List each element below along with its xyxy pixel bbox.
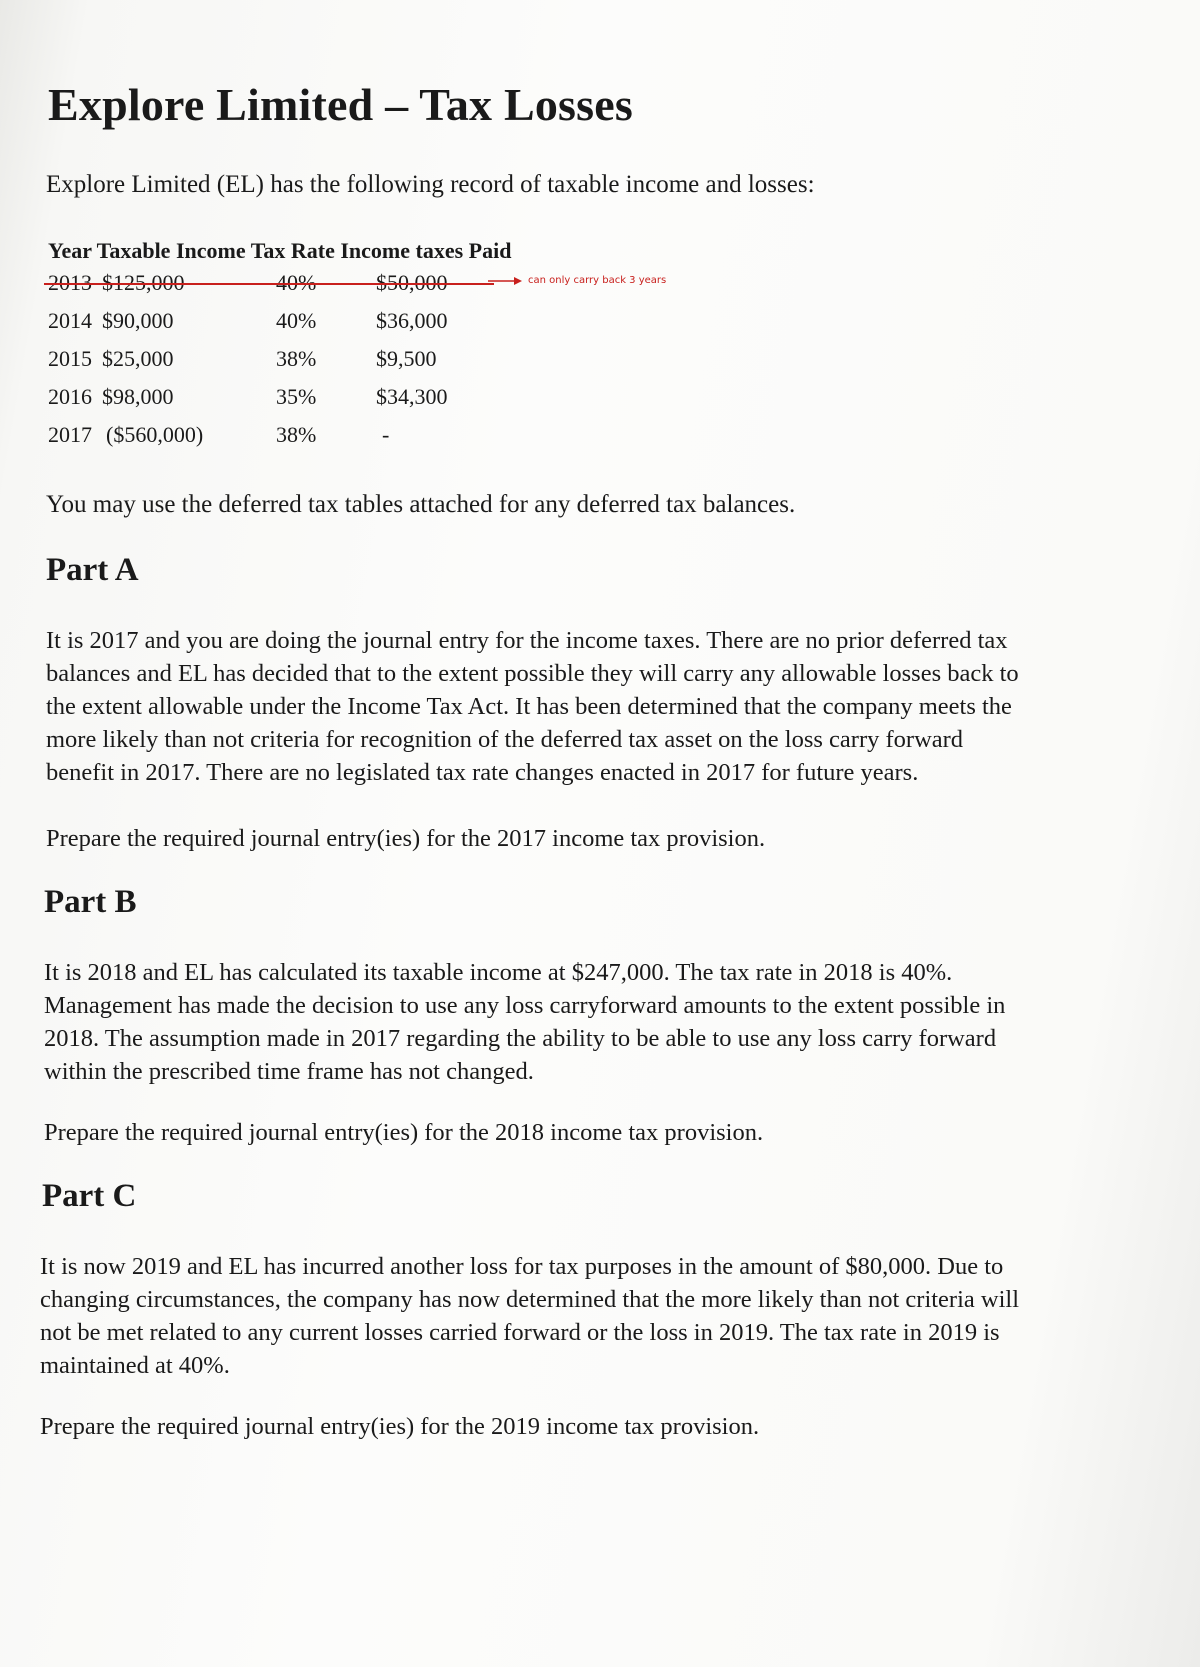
paragraph-line: the extent allowable under the Income Tax Act. It has been determined that the company meets the (46, 693, 1012, 720)
paragraph-line: not be met related to any current losses carried forward or the loss in 2019. The tax rate in 2019 is (40, 1319, 1000, 1346)
part-c-heading: Part C (42, 1178, 137, 1214)
part-a-paragraph (46, 624, 1146, 789)
annotation-text: can only carry back 3 years (528, 275, 667, 286)
table-row-2013-struck (48, 270, 508, 300)
table-row (48, 384, 508, 414)
cell-year: 2013 (48, 270, 92, 295)
intro-text: Explore Limited (EL) has the following record of taxable income and losses: (46, 171, 815, 198)
part-c-paragraph (40, 1250, 1140, 1382)
arrow-right-icon (488, 276, 522, 286)
strikethrough-line (44, 283, 494, 285)
paragraph-line: benefit in 2017. There are no legislated tax rate changes enacted in 2017 for future years. (46, 759, 919, 786)
paragraph-line: It is 2018 and EL has calculated its taxable income at $247,000. The tax rate in 2018 is 40%. (44, 959, 953, 986)
cell-rate: 40% (276, 308, 317, 333)
cell-income: ($560,000) (106, 422, 204, 447)
paragraph-line: Management has made the decision to use any loss carryforward amounts to the extent possible in (44, 992, 1006, 1019)
table-row (48, 346, 508, 376)
cell-income: $25,000 (102, 346, 174, 371)
table-row (48, 308, 508, 338)
cell-paid: $36,000 (376, 308, 448, 333)
document-title: Explore Limited – Tax Losses (48, 79, 633, 130)
paragraph-line: changing circumstances, the company has now determined that the more likely than not criteria will (40, 1286, 1020, 1313)
paragraph-line: It is now 2019 and EL has incurred another loss for tax purposes in the amount of $80,000. Due to (40, 1253, 1004, 1280)
handwritten-annotation (488, 275, 666, 286)
cell-income: $98,000 (102, 384, 174, 409)
cell-income: $90,000 (102, 308, 174, 333)
cell-rate: 38% (276, 346, 317, 371)
table-row (48, 422, 508, 452)
part-b-paragraph (44, 956, 1144, 1088)
cell-rate: 38% (276, 422, 317, 447)
cell-rate: 40% (276, 270, 317, 295)
part-b-requirement: Prepare the required journal entry(ies) for the 2018 income tax provision. (44, 1119, 764, 1146)
paragraph-line: within the prescribed time frame has not changed. (44, 1058, 534, 1085)
paragraph-line: maintained at 40%. (40, 1352, 230, 1379)
cell-year: 2016 (48, 384, 92, 409)
paragraph-line: 2018. The assumption made in 2017 regarding the ability to be able to use any loss carry forward (44, 1025, 997, 1052)
cell-paid: $9,500 (376, 346, 437, 371)
part-a-heading: Part A (46, 552, 139, 588)
paragraph-line: more likely than not criteria for recognition of the deferred tax asset on the loss carry forward (46, 726, 964, 753)
part-c-requirement: Prepare the required journal entry(ies) for the 2019 income tax provision. (40, 1413, 760, 1440)
part-b-heading: Part B (44, 884, 137, 920)
paragraph-line: balances and EL has decided that to the extent possible they will carry any allowable losses back to (46, 660, 1019, 687)
cell-year: 2014 (48, 308, 92, 333)
cell-paid: - (382, 422, 390, 447)
table-header: Year Taxable Income Tax Rate Income taxes Paid (48, 238, 512, 263)
deferred-tax-note: You may use the deferred tax tables attached for any deferred tax balances. (46, 491, 796, 518)
part-a-requirement: Prepare the required journal entry(ies) for the 2017 income tax provision. (46, 825, 766, 852)
cell-income: $125,000 (102, 270, 185, 295)
cell-paid: $50,000 (376, 270, 448, 295)
cell-paid: $34,300 (376, 384, 448, 409)
paragraph-line: It is 2017 and you are doing the journal entry for the income taxes. There are no prior deferred tax (46, 627, 1008, 654)
cell-year: 2017 (48, 422, 92, 447)
cell-year: 2015 (48, 346, 92, 371)
cell-rate: 35% (276, 384, 317, 409)
